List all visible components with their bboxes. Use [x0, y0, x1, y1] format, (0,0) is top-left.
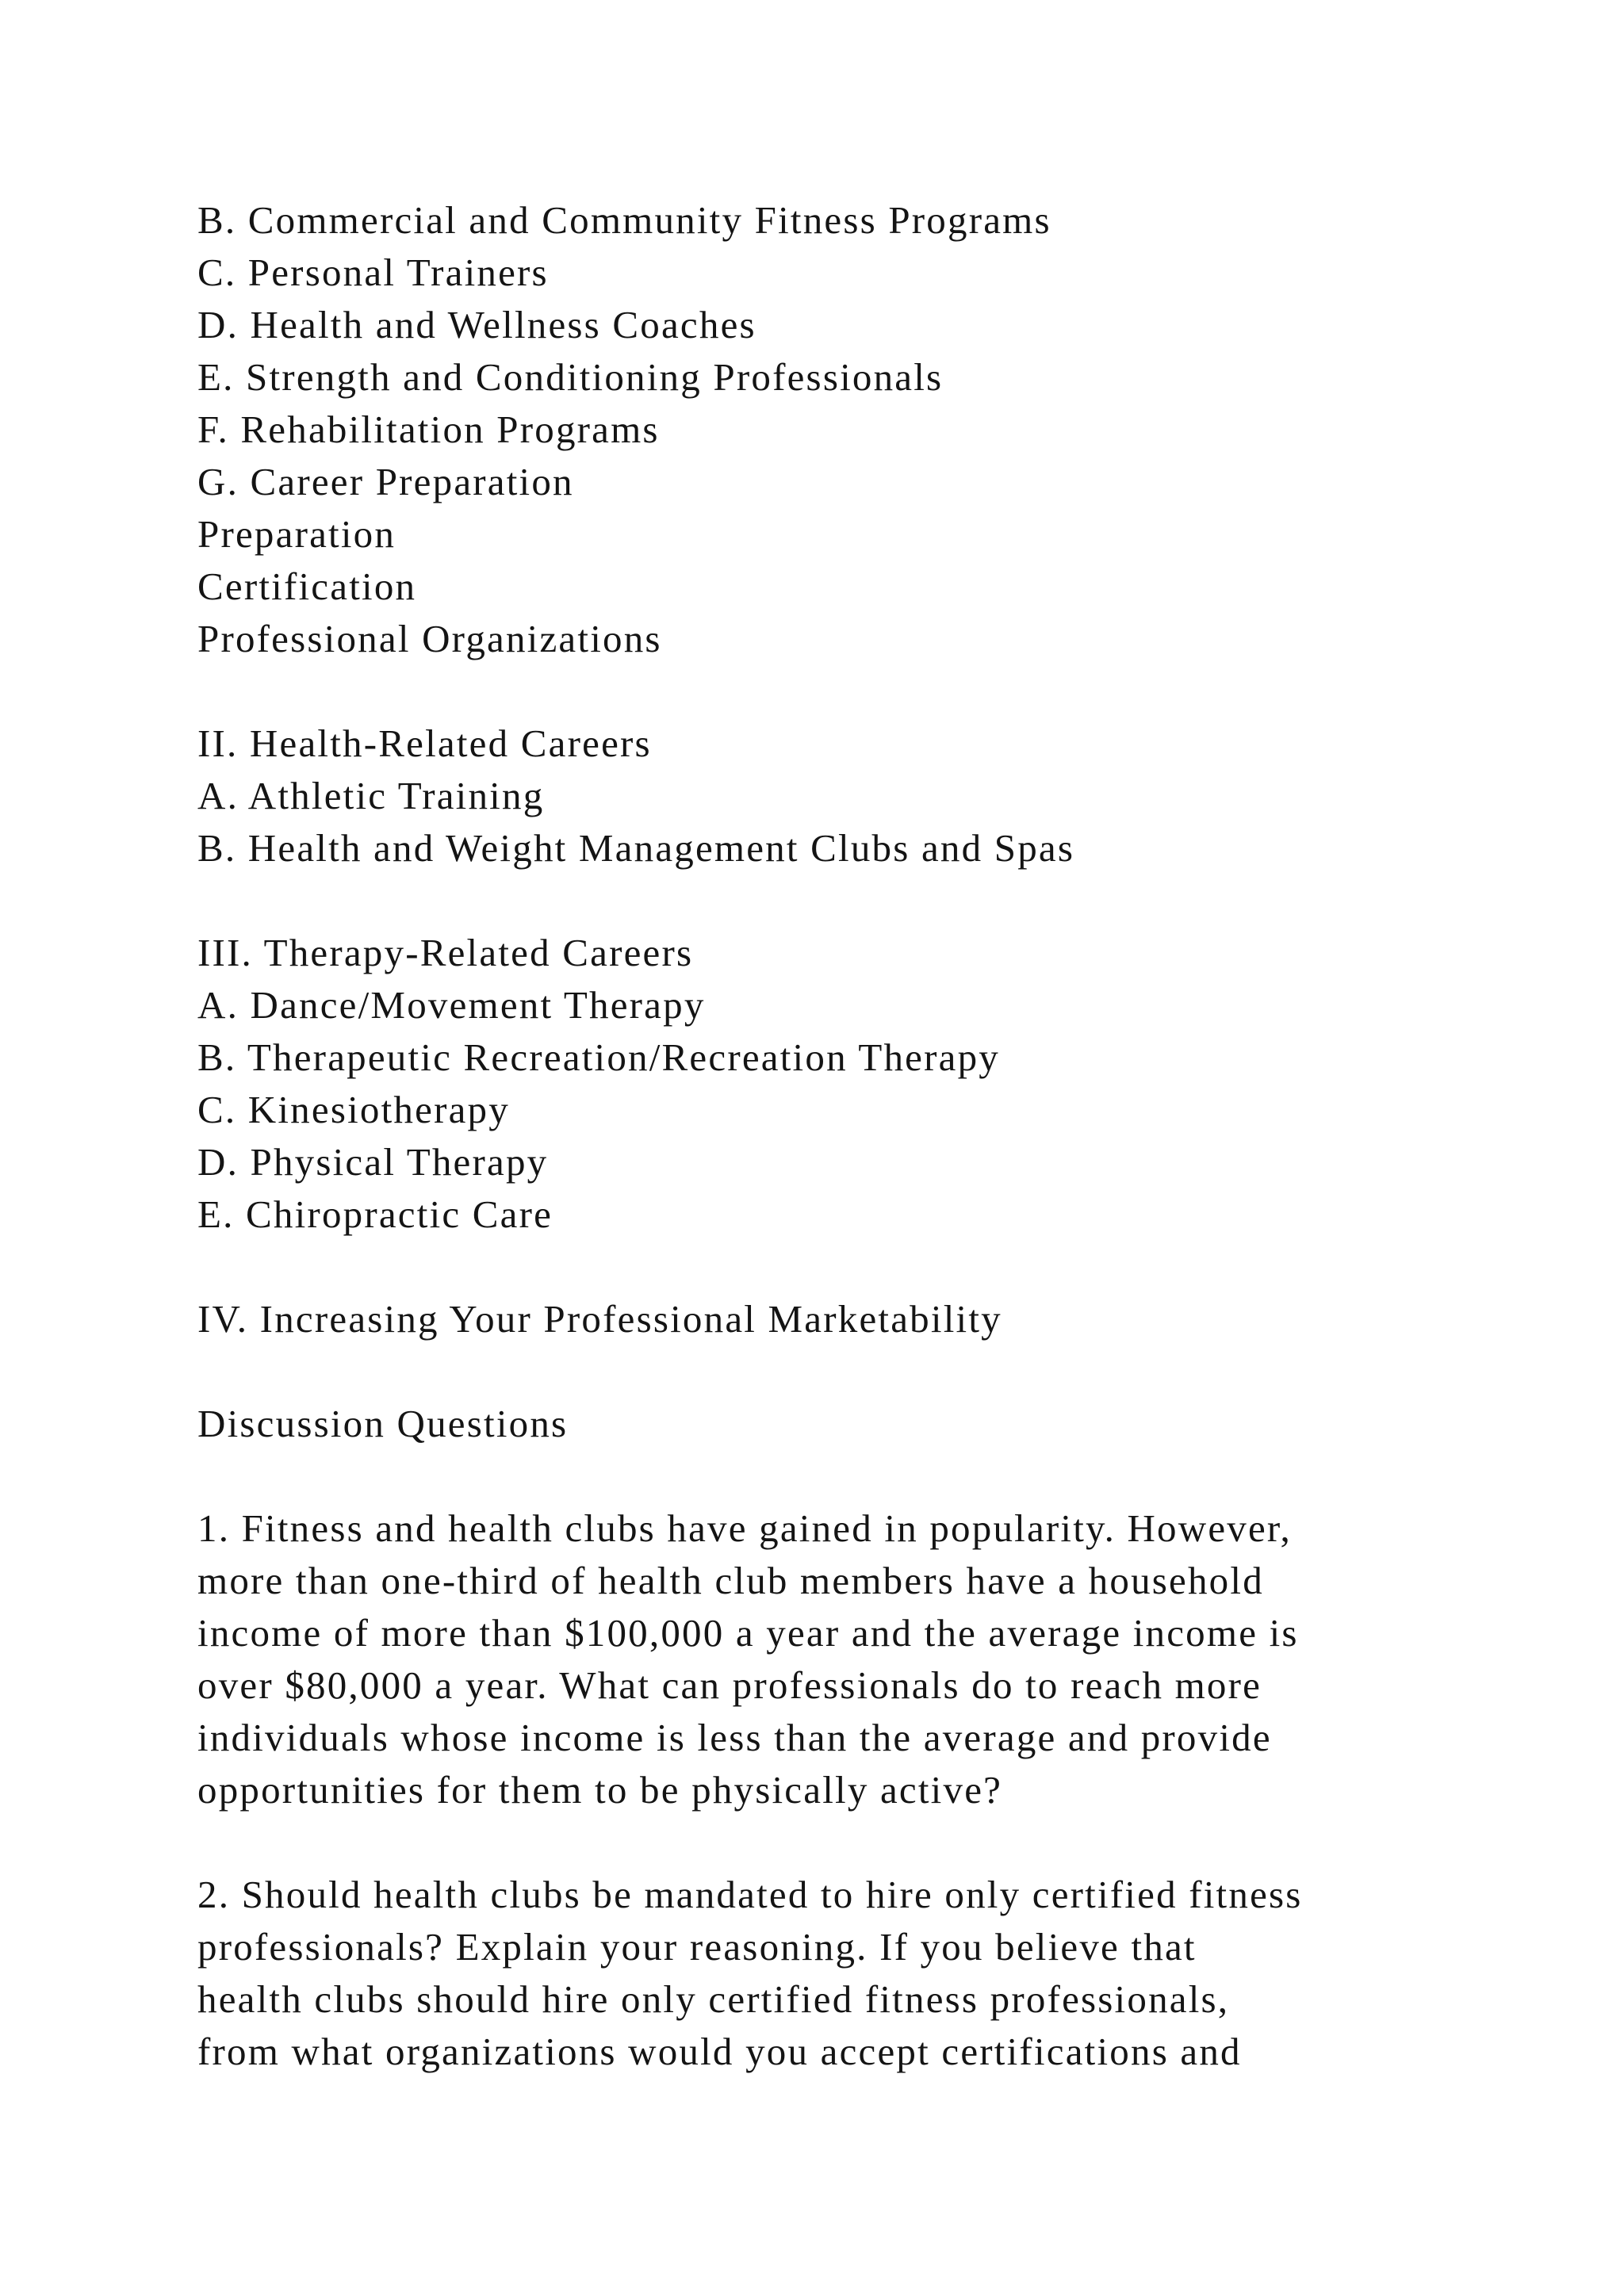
paragraph-gap: [197, 1345, 1545, 1398]
section-heading: III. Therapy-Related Careers: [197, 931, 694, 974]
question-line: over $80,000 a year. What can professionals do to reach more: [197, 1663, 1262, 1707]
list-item: B. Therapeutic Recreation/Recreation Therapy: [197, 1035, 1000, 1079]
list-item: B. Health and Weight Management Clubs and Spas: [197, 826, 1075, 870]
list-item: Professional Organizations: [197, 617, 662, 660]
list-item: C. Personal Trainers: [197, 251, 549, 294]
question-line: health clubs should hire only certified fitness professionals,: [197, 1977, 1230, 2021]
list-item: E. Chiropractic Care: [197, 1192, 553, 1236]
discussion-question-2: [197, 1869, 1545, 2078]
section-iii: [197, 927, 1545, 1241]
discussion-heading: Discussion Questions: [197, 1402, 569, 1445]
list-item: A. Dance/Movement Therapy: [197, 983, 706, 1027]
list-item: D. Physical Therapy: [197, 1140, 549, 1184]
list-item: A. Athletic Training: [197, 774, 545, 817]
question-line: professionals? Explain your reasoning. If you believe that: [197, 1925, 1197, 1969]
list-item: Certification: [197, 564, 417, 608]
section-heading: II. Health-Related Careers: [197, 721, 652, 765]
paragraph-gap: [197, 874, 1545, 927]
section-heading: IV. Increasing Your Professional Marketability: [197, 1297, 1002, 1341]
discussion-section: [197, 1398, 1545, 1450]
paragraph-gap: [197, 1241, 1545, 1293]
section-i-list: [197, 194, 1545, 665]
list-item: Preparation: [197, 512, 396, 556]
paragraph-gap: [197, 665, 1545, 718]
question-line: 1. Fitness and health clubs have gained in popularity. However,: [197, 1506, 1292, 1550]
paragraph-gap: [197, 1450, 1545, 1502]
list-item: E. Strength and Conditioning Professionals: [197, 355, 944, 399]
list-item: C. Kinesiotherapy: [197, 1088, 510, 1131]
list-item: F. Rehabilitation Programs: [197, 408, 660, 451]
section-iv: [197, 1293, 1545, 1345]
question-line: income of more than $100,000 a year and the average income is: [197, 1611, 1299, 1655]
document-body: [197, 194, 1545, 2078]
list-item: G. Career Preparation: [197, 460, 574, 503]
question-line: more than one-third of health club members have a household: [197, 1559, 1264, 1602]
section-ii: [197, 718, 1545, 874]
question-line: 2. Should health clubs be mandated to hire only certified fitness: [197, 1873, 1303, 1916]
question-line: from what organizations would you accept certifications and: [197, 2030, 1242, 2073]
paragraph-gap: [197, 1816, 1545, 1869]
discussion-question-1: [197, 1502, 1545, 1816]
list-item: D. Health and Wellness Coaches: [197, 303, 756, 346]
list-item: B. Commercial and Community Fitness Programs: [197, 198, 1051, 242]
question-line: individuals whose income is less than the average and provide: [197, 1716, 1272, 1759]
question-line: opportunities for them to be physically active?: [197, 1768, 1003, 1812]
